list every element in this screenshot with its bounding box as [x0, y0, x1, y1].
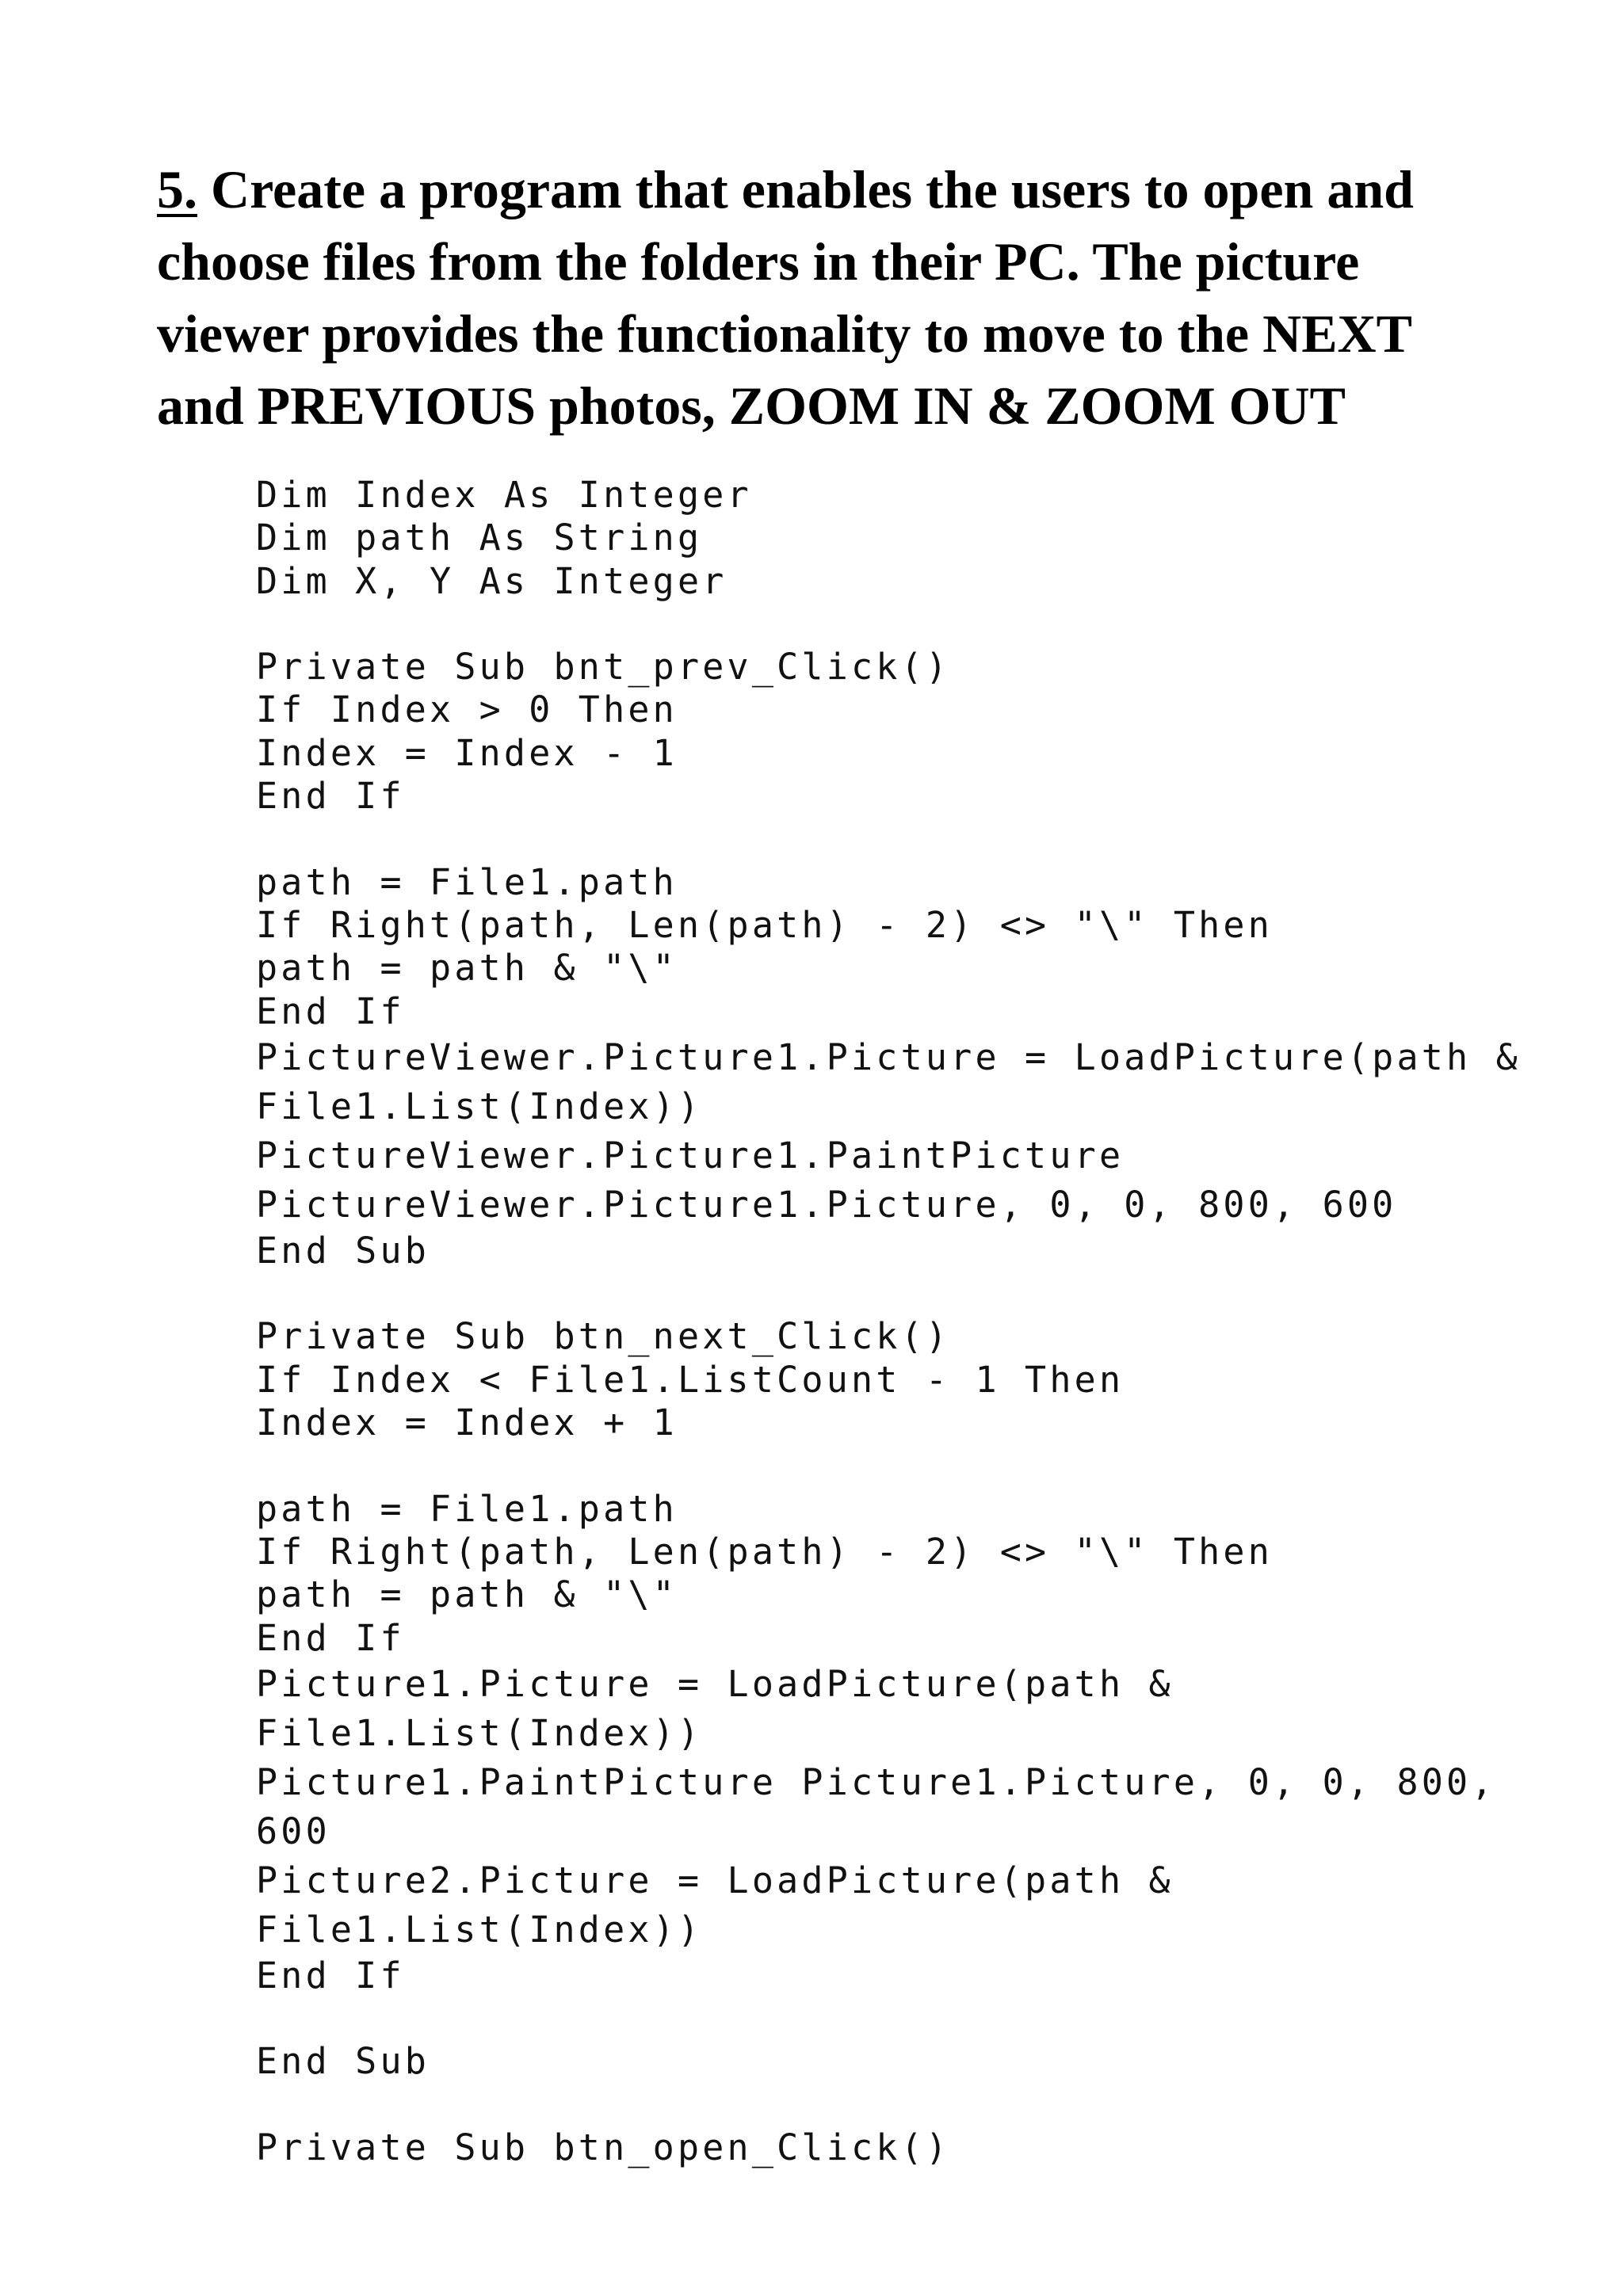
code-line: Index = Index - 1 — [256, 731, 678, 774]
code-line: End If — [256, 1954, 405, 1997]
question-text: Create a program that enables the users to open and choose files from the folders in their PC. The picture viewer provides the functionality to move to the NEXT and PREVIOUS photos, ZOOM IN & ZOOM OUT — [157, 159, 1414, 436]
code-line: PictureViewer.Picture1.PaintPicture — [256, 1134, 1125, 1177]
blank-line — [256, 1444, 1564, 1487]
code-line: End Sub — [256, 2040, 430, 2083]
code-line: path = path & "\" — [256, 1573, 678, 1616]
code-line: If Right(path, Len(path) - 2) <> "\" Then — [256, 1530, 1273, 1573]
code-line: Picture2.Picture = LoadPicture(path & — [256, 1859, 1174, 1901]
code-line: Private Sub btn_open_Click() — [256, 2126, 951, 2169]
code-line: PictureViewer.Picture1.Picture = LoadPicture(path & — [256, 1035, 1521, 1078]
code-line: Picture1.PaintPicture Picture1.Picture, 0, 0, 800, — [256, 1760, 1496, 1803]
code-line: Dim path As String — [256, 517, 703, 559]
code-line: Index = Index + 1 — [256, 1402, 678, 1444]
code-line: End If — [256, 775, 405, 818]
code-line: If Right(path, Len(path) - 2) <> "\" Then — [256, 903, 1273, 946]
code-line: path = File1.path — [256, 860, 678, 903]
question-heading — [157, 154, 1504, 442]
code-line: File1.List(Index)) — [256, 1085, 703, 1127]
code-line: Picture1.Picture = LoadPicture(path & — [256, 1662, 1174, 1705]
code-line: End If — [256, 1616, 405, 1659]
blank-line — [256, 1997, 1564, 2040]
blank-line — [256, 818, 1564, 860]
code-line: Dim X, Y As Integer — [256, 559, 727, 602]
code-line: End Sub — [256, 1229, 430, 1272]
code-line: If Index > 0 Then — [256, 688, 678, 731]
code-listing — [256, 474, 1564, 2169]
code-line: path = File1.path — [256, 1487, 678, 1530]
question-number: 5. — [157, 159, 197, 219]
code-line: If Index < File1.ListCount - 1 Then — [256, 1358, 1125, 1401]
code-line: path = path & "\" — [256, 947, 678, 990]
code-line: 600 — [256, 1810, 330, 1852]
code-line: Private Sub bnt_prev_Click() — [256, 646, 951, 688]
code-line: Private Sub btn_next_Click() — [256, 1315, 951, 1358]
blank-line — [256, 603, 1564, 646]
blank-line — [256, 1272, 1564, 1315]
code-line: File1.List(Index)) — [256, 1908, 703, 1951]
code-line: PictureViewer.Picture1.Picture, 0, 0, 800, 600 — [256, 1183, 1397, 1226]
code-line: Dim Index As Integer — [256, 474, 752, 516]
blank-line — [256, 2084, 1564, 2126]
code-line: File1.List(Index)) — [256, 1711, 703, 1754]
code-line: End If — [256, 990, 405, 1032]
